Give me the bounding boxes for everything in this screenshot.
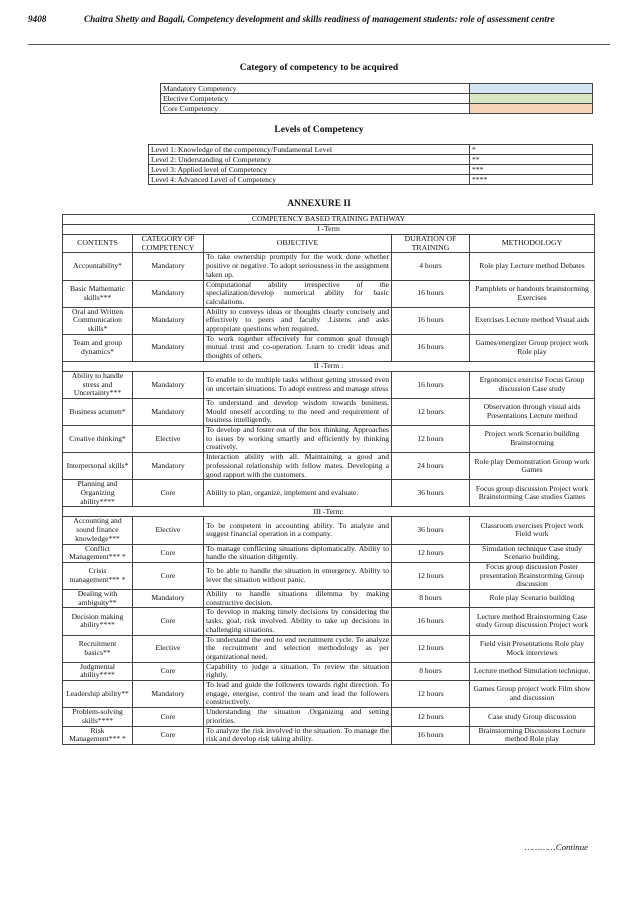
cell-category: Core [133,562,204,589]
cell-category: Elective [133,426,204,453]
cell-methodology: Role play Demonstration Group work Games [470,453,595,480]
cell-objective: To analyze the risk involved in the situation. To manage the risk and develop risk taking ability. [204,726,392,744]
table-row [63,334,595,361]
cell-content: Problem-solving skills**** [63,708,133,726]
cell-duration: 8 hours [392,590,470,608]
category-label: Elective Competency [161,94,470,104]
cell-objective: Ability to conveys ideas or thoughts clearly concisely and effectively to peers and faculty .Listens and asks appropriate questions when required. [204,307,392,334]
category-color-swatch [470,104,593,114]
level-label: Level 1: Knowledge of the competency/Fundamental Level [149,145,470,155]
cell-objective: Ability to handle situations dilemma by making constructive decision. [204,590,392,608]
levels-table [148,144,593,185]
continue-note: …………Continue [524,842,588,852]
cell-content: Interpersonal skills* [63,453,133,480]
cell-category: Mandatory [133,590,204,608]
category-table [160,83,593,114]
level-stars: ** [470,155,593,165]
cell-category: Core [133,544,204,562]
cell-content: Risk Management*** * [63,726,133,744]
cell-duration: 16 hours [392,280,470,307]
cell-category: Mandatory [133,307,204,334]
cell-duration: 16 hours [392,334,470,361]
cell-duration: 12 hours [392,398,470,425]
cell-duration: 12 hours [392,708,470,726]
cell-category: Mandatory [133,398,204,425]
cell-methodology: Games Group project work Film show and discussion [470,681,595,708]
table-row [63,398,595,425]
cell-objective: To enable to do multiple tasks without getting stressed even on uncertain situations. To adopt eustress and manage stress [204,371,392,398]
cell-duration: 8 hours [392,662,470,680]
cell-content: Accountability* [63,253,133,280]
level-stars: * [470,145,593,155]
term-row [63,507,595,517]
level-label: Level 3: Applied level of Competency [149,165,470,175]
level-stars: *** [470,165,593,175]
cell-duration: 12 hours [392,562,470,589]
page-number: 9408 [28,14,47,24]
cell-category: Core [133,480,204,507]
cell-category: Mandatory [133,453,204,480]
col-header-methodology: METHODOLOGY [470,235,595,253]
cell-category: Core [133,708,204,726]
cell-content: Oral and Written Communication skills* [63,307,133,334]
cell-category: Core [133,608,204,635]
category-heading: Category of competency to be acquired [239,63,399,73]
table-row [63,480,595,507]
table-row [63,453,595,480]
cell-objective: Capability to judge a situation. To review the situation rightly. [204,662,392,680]
cell-methodology: Exercises Lecture method Visual aids [470,307,595,334]
level-row [149,175,593,185]
cell-content: Accounting and sound finance knowledge*** [63,517,133,544]
training-pathway-table [62,214,595,745]
table-row [63,590,595,608]
cell-category: Mandatory [133,280,204,307]
cell-category: Core [133,662,204,680]
table-row [63,726,595,744]
level-label: Level 4: Advanced Level of Competency [149,175,470,185]
cell-objective: To develop in making timely decisions by considering the tasks, goal, risk involved. Ability to take up decisions in challenging situations. [204,608,392,635]
cell-content: Ability to handle stress and Uncertainty*** [63,371,133,398]
cell-duration: 36 hours [392,517,470,544]
cell-objective: To work together effectively for common goal through mutual trust and co-operation. Learn to credit ideas and thoughts of others. [204,334,392,361]
cell-objective: To manage conflicting situations diplomatically. Ability to handle the situation diligently. [204,544,392,562]
cell-duration: 24 hours [392,453,470,480]
cell-category: Mandatory [133,253,204,280]
cell-content: Conflict Management*** * [63,544,133,562]
table-row [63,608,595,635]
cell-methodology: Role play Lecture method Debates [470,253,595,280]
level-label: Level 2: Understanding of Competency [149,155,470,165]
category-row [161,94,593,104]
cell-duration: 12 hours [392,544,470,562]
cell-content: Planning and Organizing ability**** [63,480,133,507]
cell-objective: Computational ability irrespective of the specialization/develop numerical ability for basic calculations. [204,280,392,307]
cell-duration: 16 hours [392,726,470,744]
table-row [63,681,595,708]
cell-category: Mandatory [133,334,204,361]
cell-category: Elective [133,635,204,662]
cell-objective: Interaction ability with all. Maintaining a good and professional relationship with fellow mates. Developing a good rapport with the customers. [204,453,392,480]
col-header-duration: DURATION OF TRAINING [392,235,470,253]
column-header-row [63,235,595,253]
cell-content: Dealing with ambiguity** [63,590,133,608]
level-row [149,165,593,175]
cell-methodology: Project work Scenario building Brainstorming [470,426,595,453]
term-label: II -Term : [63,361,595,371]
category-color-swatch [470,84,593,94]
cell-methodology: Case study Group discussion [470,708,595,726]
running-header [28,8,610,44]
cell-category: Core [133,726,204,744]
table-row [63,708,595,726]
cell-methodology: Observation through visual aids Presentations Lecture method [470,398,595,425]
levels-heading: Levels of Competency [274,125,364,135]
cell-methodology: Ergonomics exercise Focus Group discussion Case study [470,371,595,398]
cell-methodology: Games/energizer Group project work Role play [470,334,595,361]
cell-methodology: Focus group discussion Poster presentation Brainstorming Group discussion [470,562,595,589]
cell-methodology: Role play Scenario building [470,590,595,608]
cell-objective: Ability to plan, organize, implement and evaluate. [204,480,392,507]
col-header-category: CATEGORY OF COMPETENCY [133,235,204,253]
table-row [63,544,595,562]
table-row [63,280,595,307]
cell-methodology: Focus group discussion Project work Brainstorming Case studies Games [470,480,595,507]
table-row [63,662,595,680]
cell-methodology: Simulation technique Case study Scenario building, [470,544,595,562]
category-label: Mandatory Competency [161,84,470,94]
cell-methodology: Lecture method Simulation technique. [470,662,595,680]
level-row [149,145,593,155]
term-row [63,225,595,235]
category-row [161,84,593,94]
category-label: Core Competency [161,104,470,114]
cell-content: Leadership ability** [63,681,133,708]
cell-content: Creative thinking* [63,426,133,453]
cell-content: Recruitment basics** [63,635,133,662]
term-label: III -Term: [63,507,595,517]
cell-content: Judgmental ability**** [63,662,133,680]
table-row [63,562,595,589]
table-title: COMPETENCY BASED TRAINING PATHWAY [63,215,595,225]
cell-duration: 36 hours [392,480,470,507]
cell-duration: 12 hours [392,635,470,662]
col-header-contents: CONTENTS [63,235,133,253]
table-row [63,307,595,334]
term-label: I -Term [63,225,595,235]
term-row [63,361,595,371]
table-row [63,517,595,544]
level-row [149,155,593,165]
cell-methodology: Brainstorming Discussions Lecture method Role play [470,726,595,744]
cell-methodology: Field visit Presentations Role play Mock interviews [470,635,595,662]
col-header-objective: OBJECTIVE [204,235,392,253]
cell-methodology: Classroom exercises Project work Field work [470,517,595,544]
annexure-heading: ANNEXURE II [287,199,351,209]
table-row [63,426,595,453]
cell-objective: To lead and guide the followers towards right direction. To engage, energise, control the team and lead the followers constructively. [204,681,392,708]
cell-objective: To understand the end to end recruitment cycle. To analyze the recruitment and selection methodology as per organizational need. [204,635,392,662]
cell-category: Elective [133,517,204,544]
cell-objective: To take ownership promptly for the work done whether positive or negative. To adopt seriousness in the assignment taken up. [204,253,392,280]
cell-objective: To understand and develop wisdom towards business. Mould oneself according to the need and requirement of business intelligently. [204,398,392,425]
header-rule [28,44,610,45]
table-row [63,635,595,662]
cell-objective: To be able to handle the situation in emergency. Ability to lever the situation without panic. [204,562,392,589]
category-color-swatch [470,94,593,104]
level-stars: **** [470,175,593,185]
cell-content: Business acumen* [63,398,133,425]
cell-objective: To be competent in accounting ability. To analyze and suggest financial operation in a company. [204,517,392,544]
cell-duration: 12 hours [392,426,470,453]
cell-content: Team and group dynamics* [63,334,133,361]
cell-duration: 4 hours [392,253,470,280]
cell-category: Mandatory [133,681,204,708]
cell-duration: 12 hours [392,681,470,708]
cell-content: Basic Mathematic skills*** [63,280,133,307]
cell-category: Mandatory [133,371,204,398]
cell-content: Crisis management*** * [63,562,133,589]
table-row [63,371,595,398]
cell-duration: 16 hours [392,608,470,635]
cell-content: Decision making ability**** [63,608,133,635]
cell-duration: 16 hours [392,307,470,334]
cell-duration: 16 hours [392,371,470,398]
cell-objective: Understanding the situation .Organizing and setting priorities. [204,708,392,726]
cell-methodology: Lecture method Brainstorming Case study Group discussion Project work [470,608,595,635]
cell-objective: To develop and foster out of the box thinking. Approaches to issues by working smartly and efficiently by thinking creatively. [204,426,392,453]
cell-methodology: Pamphlets or handouts brainstorming Exercises [470,280,595,307]
table-row [63,253,595,280]
category-row [161,104,593,114]
running-title: Chaitra Shetty and Bagali, Competency development and skills readiness of management students: role of assessment centre [84,14,555,24]
